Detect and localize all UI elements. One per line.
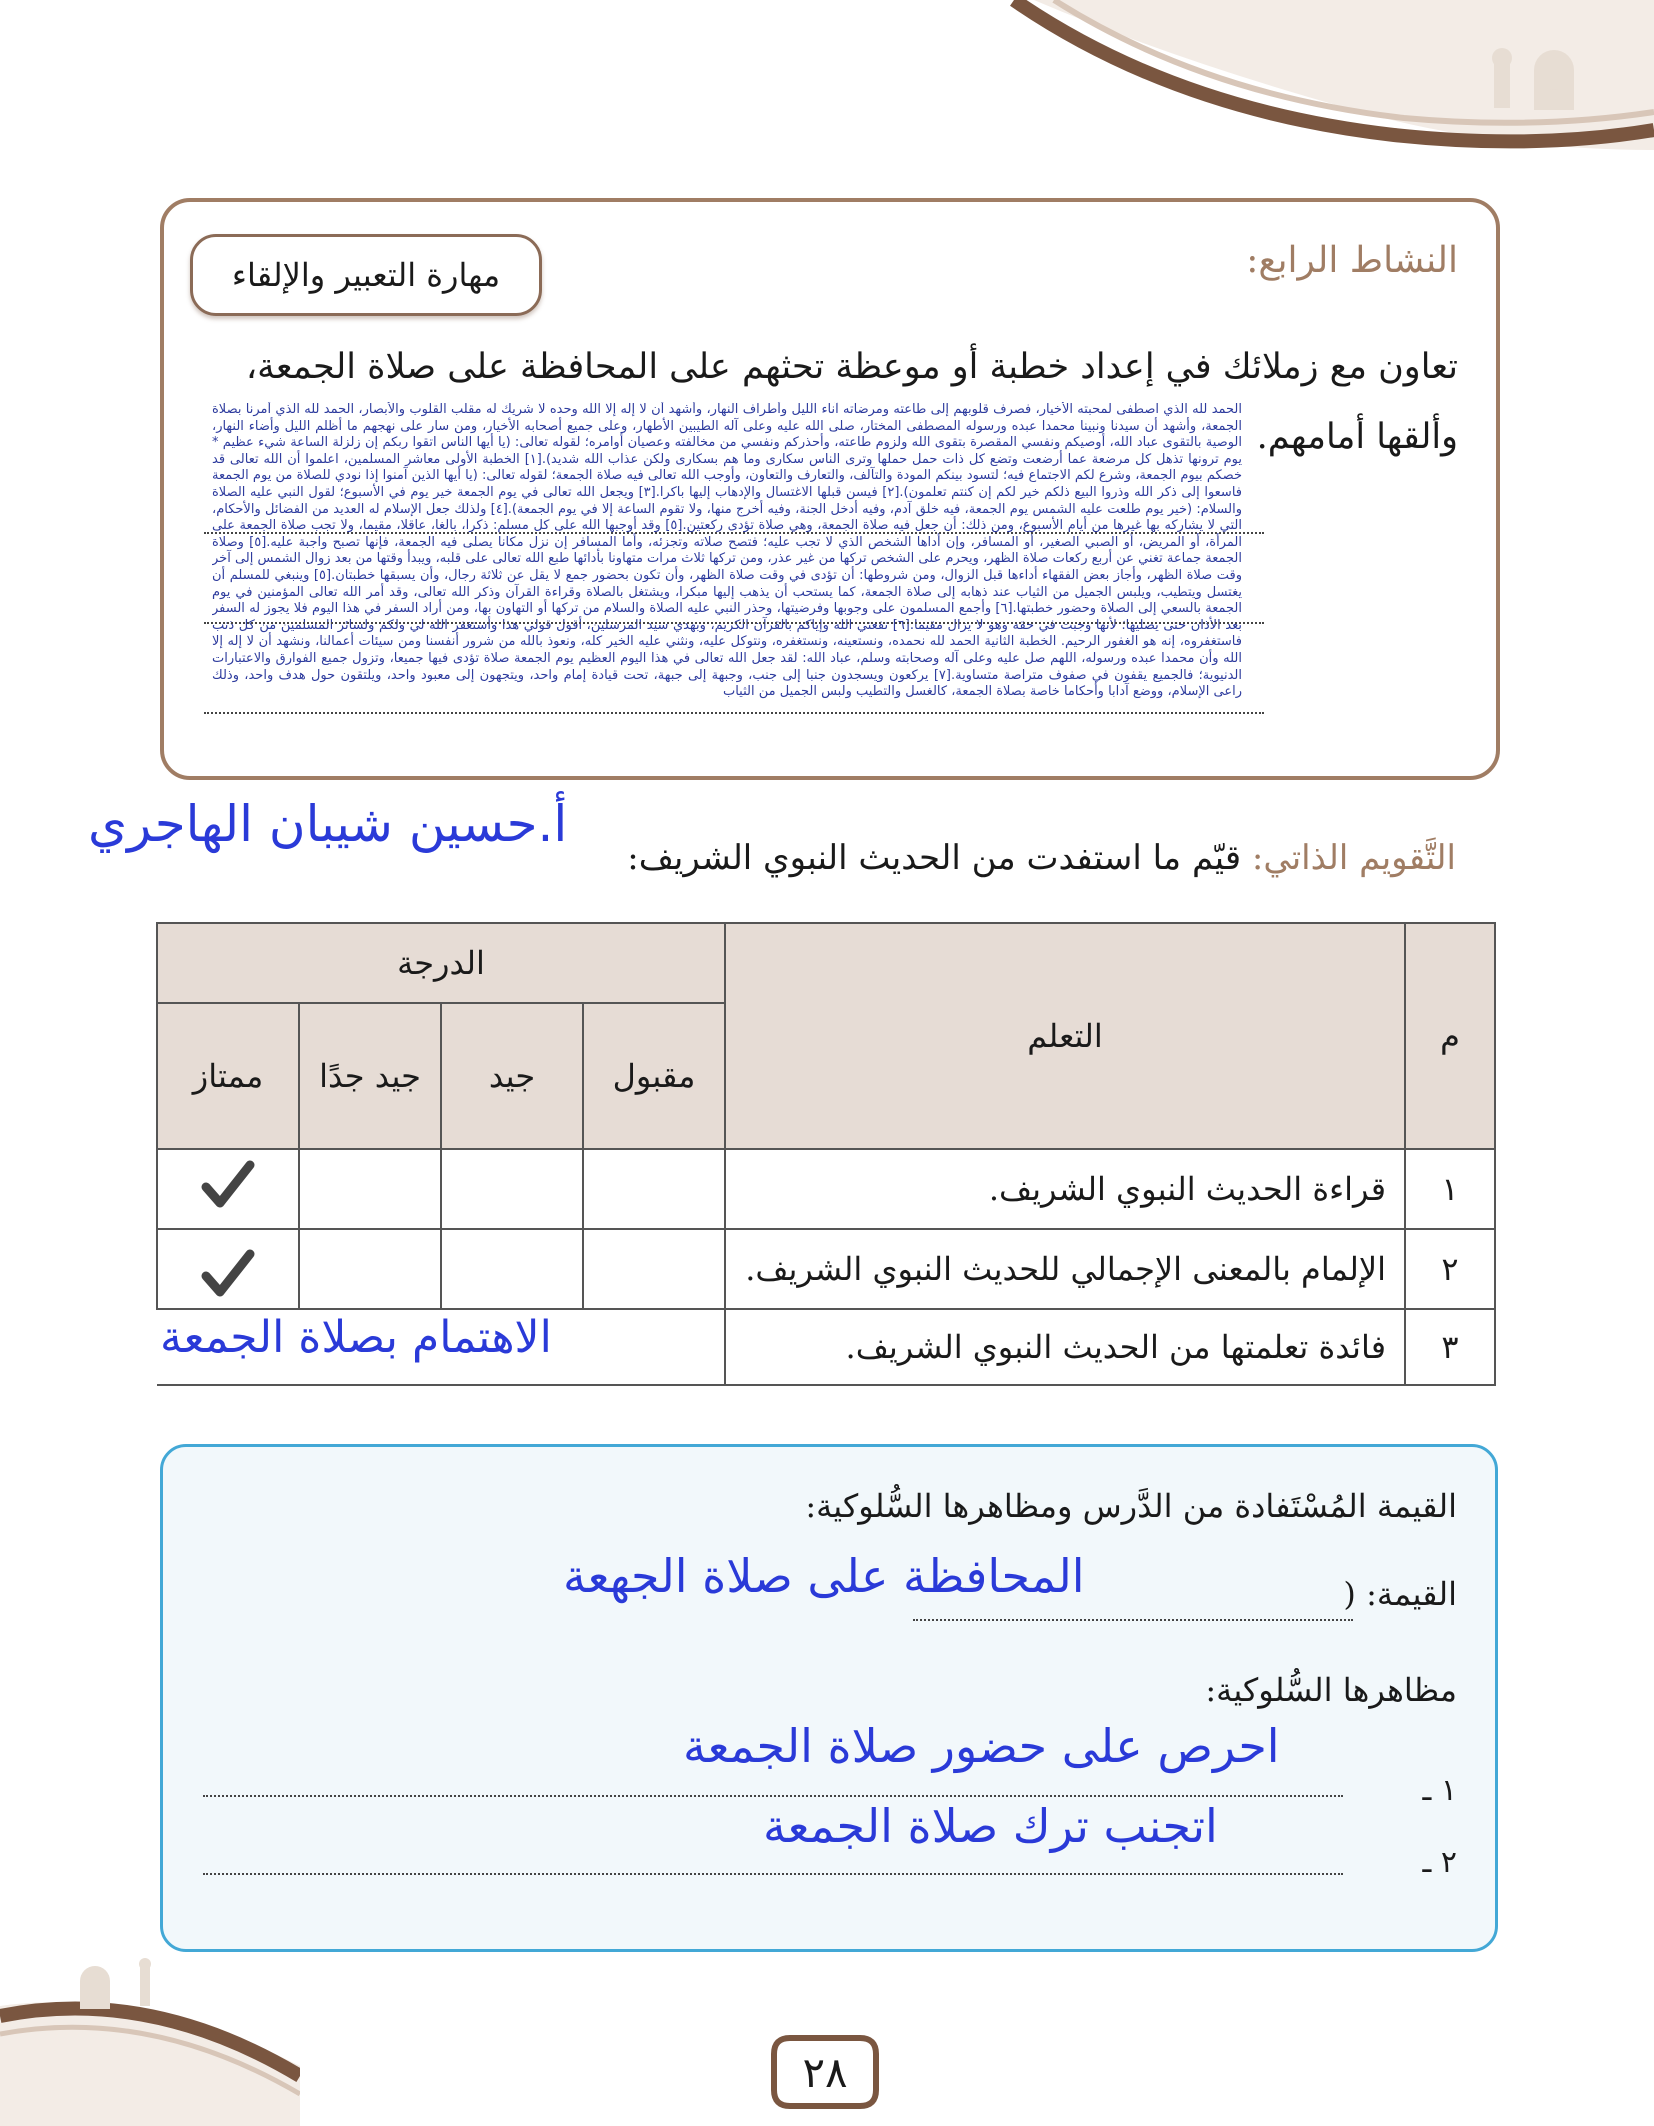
self-evaluation-prompt bbox=[627, 838, 1456, 878]
page-number-text: ٢٨ bbox=[802, 2047, 848, 2097]
manifest-answer: اتجنب ترك صلاة الجمعة bbox=[763, 1799, 1218, 1853]
grade-cell-excellent[interactable] bbox=[157, 1229, 299, 1309]
grade-cell-excellent[interactable] bbox=[157, 1149, 299, 1229]
col-header-grade: الدرجة bbox=[157, 923, 725, 1003]
self-evaluation-label: التَّقويم الذاتي: bbox=[1251, 838, 1456, 878]
activity-instruction: تعاون مع زملائك في إعداد خطبة أو موعظة تحثهم على المحافظة على صلاة الجمعة، وألقها أمامهم. bbox=[245, 347, 1458, 457]
grade-cell[interactable] bbox=[441, 1229, 583, 1309]
value-line bbox=[913, 1619, 1353, 1621]
teacher-signature: أ.حسين شيبان الهاجري bbox=[88, 795, 568, 853]
row-number: ٣ bbox=[1405, 1309, 1495, 1385]
row-learning: قراءة الحديث النبوي الشريف. bbox=[725, 1149, 1405, 1229]
manifest-answer: احرص على حضور صلاة الجمعة bbox=[683, 1719, 1280, 1773]
table-row bbox=[157, 1229, 1495, 1309]
grade-cell[interactable] bbox=[299, 1229, 441, 1309]
grade-cell[interactable] bbox=[583, 1149, 725, 1229]
writing-line bbox=[204, 532, 1264, 534]
manifest-number: ١ ـ bbox=[1422, 1773, 1457, 1808]
sermon-text: الحمد لله الذي اصطفى لمحبته الأخيار، فصرف قلوبهم إلى طاعته ومرضاته آناء الليل وأطراف النهار، وأشهد أن لا إله إلا الله وحده لا شريك له مقلب القلوب والأبصار، الحمد لله الذي أمرنا بصلاة الجمعة، وأشهد أن سيدنا ونبينا محمدا عبده ورسوله المصطفى المختار، صلى الله عليه وعلى آله الطيبين الأطهار، وعلى جميع أصحابه الأخيار، ومن سار على نهجهم ما أظلم الليل وأضاء النهار، الوصية بالتقوى عباد الله، أوصيكم ونفسي المقصرة بتقوى الله ولزوم طاعته، وأحذركم ونفسي من مخالفته وعصيان أوامره؛ لقوله تعالى: (يا أيها الناس اتقوا ربكم إن زلزلة الساعة شيء عظيم * يوم ترونها تذهل كل مرضعة عما أرضعت وتضع كل ذات حمل حملها وترى الناس سكارى وما هم بسكارى ولكن عذاب الله شديد).[١] الخطبة الأولى معاشر المسلمين، اعلموا أن الله تعالى قد خصكم بيوم الجمعة، وشرع لكم الاجتماع فيه؛ لتسود بينكم المودة والتآلف، والتعارف والتعاون، وأوجب الله تعالى فيه صلاة الجمعة؛ لقوله تعالى: (يا أيها الذين آمنوا إذا نودي للصلاة من يوم الجمعة فاسعوا إلى ذكر الله وذروا البيع ذلكم خير لكم إن كنتم تعلمون).[٢] فيسن قبلها الاغتسال والإدهاب إليها باكرا.[٣] ويجعل الله تعالى في يوم الجمعة خير يوم في الأسبوع؛ لقول النبي عليه الصلاة والسلام: (خير يوم طلعت عليه الشمس يوم الجمعة، فيه خلق آدم، وفيه أدخل الجنة، وفيه أخرج منها، ولا تقوم الساعة إلا في يوم الجمعة).[٤] ولذلك جعل الإسلام له العديد من الفضائل والأحكام، التي لا يشاركه بها غيرها من أيام الأسبوع، ومن ذلك: أن جعل فيه صلاة الجمعة، وهي صلاة تؤدى ركعتين.[٥] وقد أوجبها الله على كل مسلم: ذكرا، بالغا، عاقلا، مقيما، ولا تجب صلاة الجمعة على المرأة، أو المريض، أو الصبي الصغير، أو المسافر، وإن أداها الشخص الذي لا تجب عليه؛ فتصح صلاته وتجزئه، وأما المسافر إن نزل مكانا يصلى فيه الجمعة، فإنها تصبح واجبة عليه.[٥] وصلاة الجمعة جماعة تغني عن أربع ركعات صلاة الظهر، ويحرم على الشخص تركها من غير عذر، ومن تركها ثلاث مرات متهاونا بأدائها طبع الله تعالى على قلبه، ويبدأ وقتها من بعد زوال الشمس إلى آخر وقت صلاة الظهر، وأجاز بعض الفقهاء أداءها قبل الزوال، ومن شروطها: أن تؤدى في وقت صلاة الظهر، وأن تكون بحضور جمع لا يقل عن ثلاثة رجال، وأن يسبقها خطبتان.[٥] وينبغي للمسلم أن يغتسل ويتطيب، ويلبس الجميل من الثياب عند ذهابه إلى صلاة الجمعة، كما يستحب أن يذهب إليها مبكرا، ويشتغل بالصلاة وقراءة القرآن وذكر الله تعالى، وقد أمر الله تعالى المؤمنين في يوم الجمعة بالسعي إلى الصلاة وحضور خطبتها.[٦] وأجمع المسلمون على وجوبها وفرضيتها، وحذر النبي عليه الصلاة والسلام من تركها أو التهاون بها، ومن أراد السفر في هذا اليوم فلا يجوز له السفر بعد الأذان حتى يصليها؛ لأنها وجبت في حقه وهو لا يزال مقيما.[٦] نفعني الله وإياكم بالقرآن الكريم، وبهدي سيد المرسلين، أقول قولي هذا وأستغفر الله لي ولكم ولسائر المسلمين من كل ذنب فاستغفروه، إنه هو الغفور الرحيم. الخطبة الثانية الحمد لله نحمده، ونستعينه، ونستغفره، ونتوكل عليه، ونثني عليه الخير كله، ونعوذ بالله من شرور أنفسنا ومن سيئات أعمالنا، ونشهد أن لا إله إلا الله وأن محمدا عبده ورسوله، اللهم صل عليه وعلى آله وصحابته وسلم، عباد الله: لقد جعل الله تعالى في هذا اليوم العظيم يوم الجمعة صلاة تؤدى فيها جميعا، وتزول جميع الفوارق والاعتبارات الدنيوية؛ فالجميع يقفون في صفوف متراصة متساوية.[٧] يركعون ويسجدون جنبا إلى جنب، وجبهة إلى جبهة، تحت قيادة إمام واحد، ويتجهون إلى معبود واحد، ويلتقون حول هدف واحد، وذلك راعى الإسلام، ووضع آدابا وأحكاما خاصة بصلاة الجمعة، كالغسل والتطيب ولبس الجميل من الثياب bbox=[212, 402, 1242, 700]
table-row bbox=[157, 1149, 1495, 1229]
grade-cell[interactable] bbox=[583, 1229, 725, 1309]
activity-box bbox=[160, 198, 1500, 780]
grade-cell[interactable] bbox=[441, 1149, 583, 1229]
manifest-number: ٢ ـ bbox=[1422, 1845, 1457, 1880]
grade-header: جيد bbox=[441, 1003, 583, 1149]
writing-line bbox=[204, 712, 1264, 714]
grade-header: مقبول bbox=[583, 1003, 725, 1149]
value-answer: المحافظة على صلاة الجهعة bbox=[563, 1549, 1085, 1603]
manifest-label: مظاهرها السُّلوكية: bbox=[1205, 1671, 1457, 1709]
value-heading: القيمة المُسْتَفادة من الدَّرس ومظاهرها السُّلوكية: bbox=[805, 1487, 1457, 1525]
manifest-line bbox=[203, 1795, 1343, 1797]
row-number: ٢ bbox=[1405, 1229, 1495, 1309]
row-learning: فائدة تعلمتها من الحديث النبوي الشريف. bbox=[725, 1309, 1405, 1385]
page-number bbox=[770, 2034, 880, 2110]
manifest-line bbox=[203, 1873, 1343, 1875]
activity-title: النشاط الرابع: bbox=[1246, 240, 1458, 281]
row-number: ١ bbox=[1405, 1149, 1495, 1229]
grade-cell[interactable] bbox=[299, 1149, 441, 1229]
value-label: القيمة: ( bbox=[1343, 1575, 1457, 1613]
value-box bbox=[160, 1444, 1498, 1952]
checkmark-icon bbox=[198, 1248, 258, 1300]
writing-line bbox=[204, 622, 1264, 624]
row-learning: الإلمام بالمعنى الإجمالي للحديث النبوي الشريف. bbox=[725, 1229, 1405, 1309]
checkmark-icon bbox=[198, 1159, 258, 1211]
learned-benefit-answer: الاهتمام بصلاة الجمعة bbox=[160, 1312, 552, 1363]
col-header-learning: التعلم bbox=[725, 923, 1405, 1149]
skill-label: مهارة التعبير والإلقاء bbox=[190, 234, 542, 316]
top-corner-decoration bbox=[974, 0, 1654, 190]
self-evaluation-text: قيّم ما استفدت من الحديث النبوي الشريف: bbox=[627, 838, 1242, 878]
grade-header: ممتاز bbox=[157, 1003, 299, 1149]
grade-header: جيد جدًا bbox=[299, 1003, 441, 1149]
col-header-number: م bbox=[1405, 923, 1495, 1149]
bottom-corner-decoration bbox=[0, 1926, 300, 2126]
